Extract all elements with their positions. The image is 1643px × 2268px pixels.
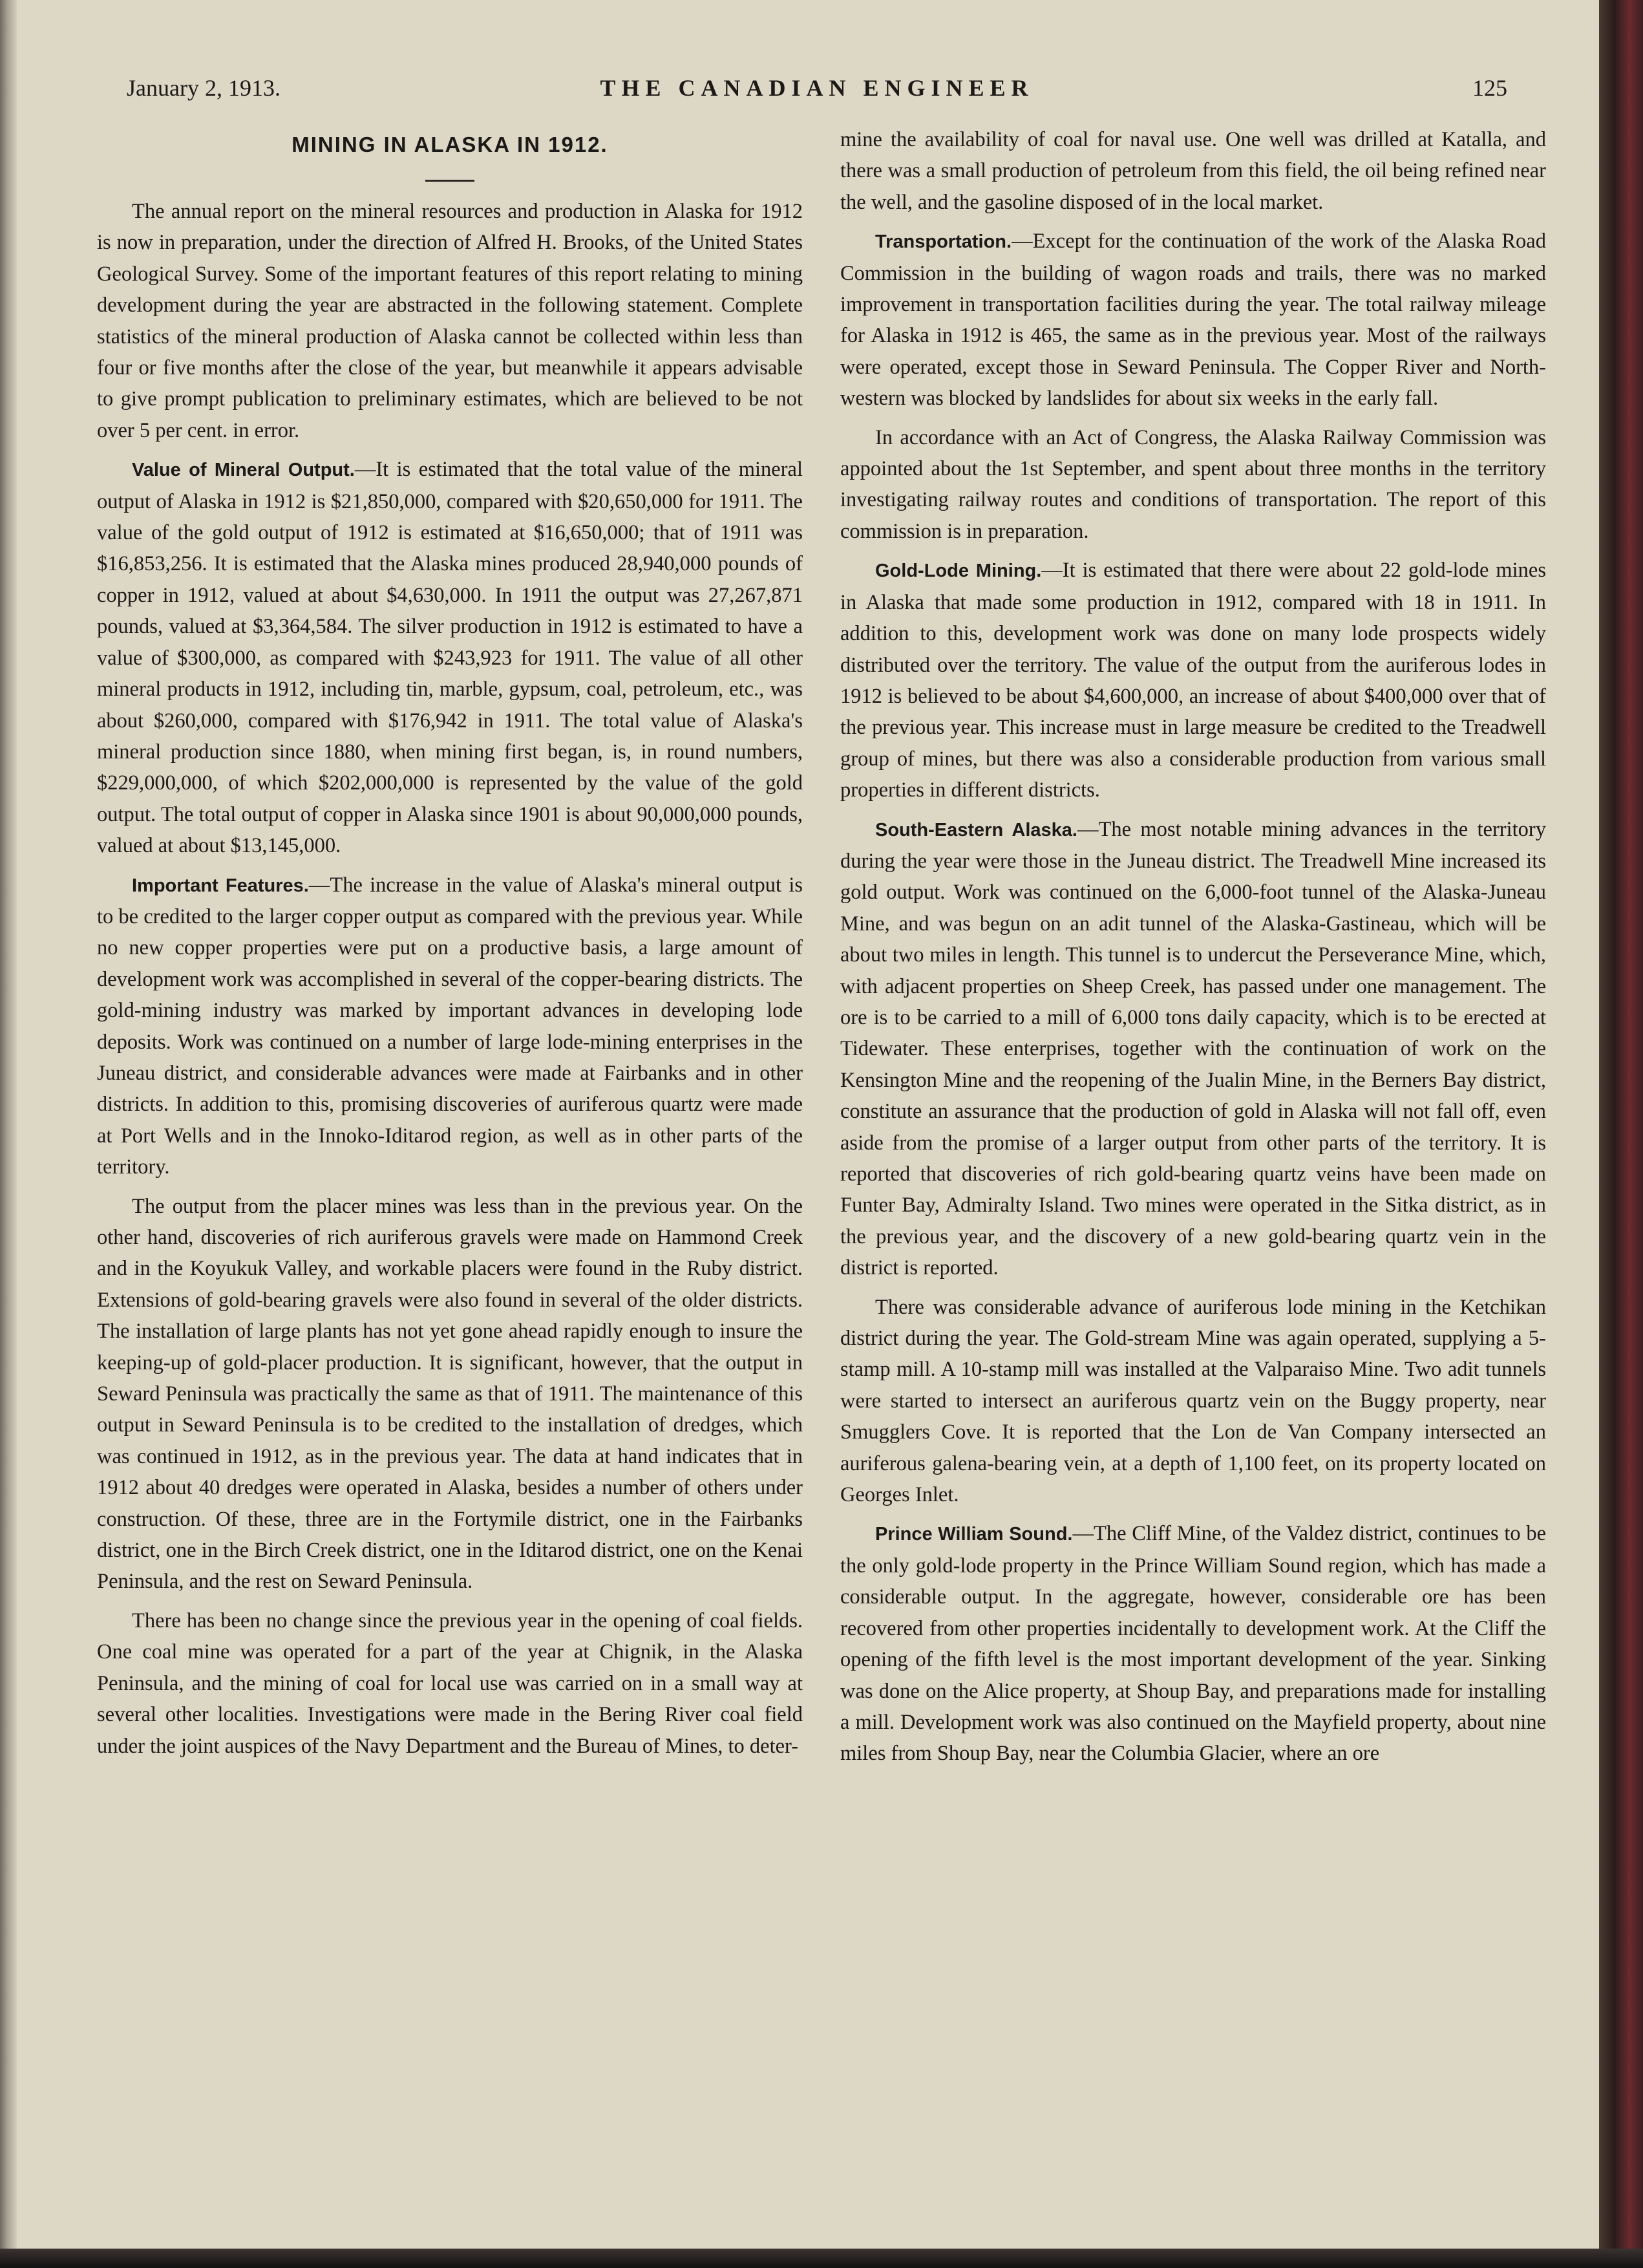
value-text: —It is estimated that the total value of the mineral output of Alaska in 1912 is $21,850,000, compared with $20,650,000 for 1911. The value of the gold output of 1912 is estimated at $16,650,000; that of 1911 was $16,853,256. It is estimated that the Alaska mines produced 28,940,000 pounds of copper in 1912, valued at about $4,630,000. In 1911 the output was 27,267,871 pounds, valued at $3,364,584. The silver production in 1912 is estimated to have a value of $300,000, as compared with $243,923 for 1911. The value of all other mineral products in 1912, including tin, marble, gypsum, coal, petroleum, etc., was about $260,000, compared with $176,942 in 1911. The total value of Alaska's mineral production since 1880, when mining first began, is, in round numbers, $229,000,000, of which $202,000,000 is represented by the value of the gold output. The total output of copper in Alaska since 1901 is about 90,000,000 pounds, valued at about $13,145,000. — [97, 458, 803, 858]
value-heading: Value of Mineral Output. — [132, 460, 355, 481]
southeast-text: —The most notable mining advances in the territory during the year were those in the Juneau district. The Treadwell Mine increased its gold output. Work was continued on the 6,000-foot tunnel of the Alaska-Juneau Mine, and was begun on an adit tunnel of the Alaska-Gastineau, which will be about two miles in length. This tunnel is to undercut the Perseverance Mine, which, with adjacent properties on Sheep Creek, has passed under one management. The ore is to be carried to a mill of 6,000 tons daily capacity, which is to be erected at Tidewater. These enterprises, together with the continuation of work on the Kensington Mine and the reopening of the Jualin Mine, in the Berners Bay district, constitute an assurance that the production of gold in Alaska will not fall off, even aside from the promise of a larger output from other parts of the territory. It is reported that discoveries of rich gold-bearing quartz veins have been made on Funter Bay, Admiralty Island. Two mines were operated in the Sitka district, as in the previous year, and the discovery of a new gold-bearing quartz vein in the district is reported. — [840, 817, 1546, 1280]
goldlode-paragraph — [840, 555, 1546, 806]
commission-paragraph: In accordance with an Act of Congress, the Alaska Railway Commission was appointed about the 1st September, and spent about three months in the territory investigating railway routes and conditions of transportation. The report of this commission is in preparation. — [840, 425, 1546, 543]
scan-left-edge — [0, 0, 17, 2268]
placer-paragraph: The output from the placer mines was less than in the previous year. On the other hand, discoveries of rich auriferous gravels were made on Hammond Creek and in the Koyukuk Valley, and workable placers were found in the Ruby district. Extensions of gold-bearing gravels were also found in several of the older districts. The installation of large plants has not yet gone ahead rapidly enough to insure the keeping-up of gold-placer production. It is significant, however, that the output in Seward Peninsula was practically the same as that of 1911. The maintenance of this output in Seward Peninsula is to be credited to the installation of dredges, which was continued in 1912, as in the previous year. The data at hand indicates that in 1912 about 40 dredges were operated in Alaska, besides a number of others under construction. Of these, three are in the Fortymile district, one in the Fairbanks district, one in the Birch Creek district, one in the Iditarod district, one on the Kenai Peninsula, and the rest on Seward Peninsula. — [97, 1194, 803, 1594]
issue-date: January 2, 1913. — [127, 75, 281, 101]
ketchikan-paragraph: There was considerable advance of auriferous lode mining in the Ketchikan district during the year. The Gold-stream Mine was again operated, supplying a 5-stamp mill. A 10-stamp mill was installed at the Valparaiso Mine. Two adit tunnels were started to intersect an auriferous quartz vein on the Buggy property, near Smugglers Cove. It is reported that the Lon de Van Company intersected an auriferous galena-bearing vein, at a depth of 1,100 feet, on its property located on Georges Inlet. — [840, 1295, 1546, 1507]
article-title: MINING IN ALASKA IN 1912. — [292, 133, 608, 156]
features-heading: Important Features. — [132, 875, 309, 896]
goldlode-heading: Gold-Lode Mining. — [875, 561, 1042, 582]
goldlode-text: —It is estimated that there were about 22 gold-lode mines in Alaska that made some production in 1912, compared with 18 in 1911. In addition to this, development work was done on many lode prospects widely distributed over the territory. The value of the output from the auriferous lodes in 1912 is believed to be about $4,600,000, an increase of about $400,000 over that of the previous year. This increase must in large measure be credited to the Treadwell group of mines, but there was also a considerable production from various small properties in different districts. — [840, 559, 1546, 802]
pws-paragraph — [840, 1518, 1546, 1769]
coal-paragraph: There has been no change since the previous year in the opening of coal fields. One coal mine was operated for a part of the year at Chignik, in the Alaska Peninsula, and the mining of coal for local use was carried on in a small way at several other localities. Investigations were made in the Bering River coal field under the joint auspices of the Navy Department and the Bureau of Mines, to deter- — [97, 1609, 803, 1758]
southeast-heading: South-Eastern Alaska. — [875, 819, 1077, 840]
running-header — [127, 70, 1507, 111]
value-paragraph — [97, 454, 803, 861]
intro-paragraph: The annual report on the mineral resources and production in Alaska for 1912 is now in preparation, under the direction of Alfred H. Brooks, of the United States Geological Survey. Some of the important features of this report relating to mining development during the year are abstracted in the following statement. Complete statistics of the mineral production of Alaska cannot be collected within less than four or five months after the close of the year, but meanwhile it appears advisable to give prompt publication to preliminary estimates, which are believed to be not over 5 per cent. in error. — [97, 200, 803, 442]
transport-text: —Except for the continuation of the work of the Alaska Road Commission in the building of wagon roads and trails, there was no marked improvement in transportation facilities during the year. The total railway mileage for Alaska in 1912 is 465, the same as in the previous year. Most of the railways were operated, except those in Seward Peninsula. The Copper River and North-western was blocked by landslides for about six weeks in the early fall. — [840, 230, 1546, 411]
transport-paragraph — [840, 226, 1546, 414]
scan-bottom-edge — [0, 2249, 1643, 2268]
column-left — [97, 127, 803, 2241]
coal-continued: mine the availability of coal for naval use. One well was drilled at Katalla, and there was a small production of petroleum from this field, the oil being refined near the well, and the gasoline disposed of in the local market. — [840, 128, 1546, 214]
features-text: —The increase in the value of Alaska's mineral output is to be credited to the larger copper output as compared with the previous year. While no new copper properties were put on a productive basis, a large amount of development work was accomplished in several of the copper-bearing districts. The gold-mining industry was marked by important advances in developing lode deposits. Work was continued on a number of large lode-mining enterprises in the Juneau district, and considerable advances were made at Fairbanks and in other districts. In addition to this, promising discoveries of auriferous quartz were made at Port Wells and in the Innoko-Iditarod region, as well as in other parts of the territory. — [97, 873, 803, 1179]
pws-text: —The Cliff Mine, of the Valdez district, continues to be the only gold-lode property in the Prince William Sound region, which has made a considerable output. In the aggregate, however, considerable ore has been recovered from other properties incidentally to development work. At the Cliff the opening of the fifth level is the most important development of the year. Sinking was done on the Alice property, at Shoup Bay, and preparations made for installing a mill. Development work was also continued on the Mayfield property, about nine miles from Shoup Bay, near the Columbia Glacier, where an ore — [840, 1522, 1546, 1766]
features-paragraph — [97, 870, 803, 1183]
scan-right-edge — [1599, 0, 1643, 2268]
pws-heading: Prince William Sound. — [875, 1524, 1073, 1545]
page-number: 125 — [1472, 75, 1507, 101]
magazine-title: THE CANADIAN ENGINEER — [600, 75, 1034, 101]
southeast-paragraph — [840, 814, 1546, 1284]
transport-heading: Transportation. — [875, 231, 1012, 253]
column-right — [840, 124, 1546, 2238]
title-rule — [425, 180, 474, 182]
